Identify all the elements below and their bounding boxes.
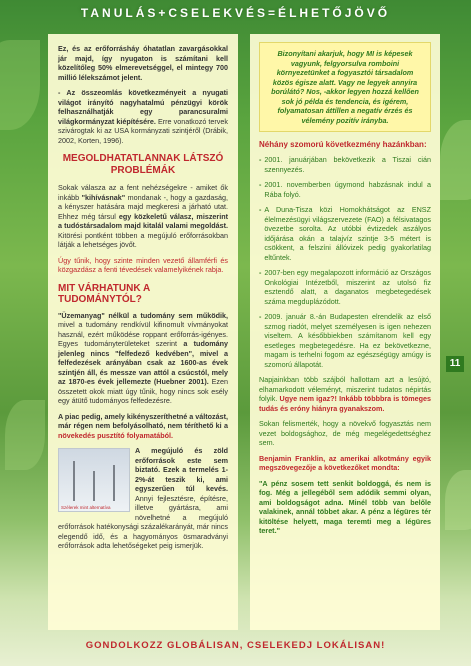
page-header: TANULÁS+CSELEKVÉS=ÉLHETŐJÖVŐ xyxy=(80,6,391,20)
list-item-text: 2007-ben egy megalapozott információ az Országos Onkológiai Intézetből, miszerint az utolsó fiz esztendő alatt, a daganatos megbetegedések száma megduplázódott. xyxy=(264,268,432,306)
bold-text: - Az összeomlás következményeit a nyugati világot irányító nagyhatalmú pénzügyi körök felhasználhatják egy parancsuralmi világkormányzat kiépítésére. xyxy=(58,88,228,126)
turbine-pole xyxy=(93,471,95,501)
text: Erre vonatkozó tervek szivárogtak ki az USA kormányzati szintjéről (Drábik, 2002, Korten, 1996). xyxy=(58,116,228,145)
quote-text: Bizonyítani akarjuk, hogy MI is képesek vagyunk, felgyorsulva romboini környezetünket a fogyasztói társadalom közös égisze alatt. Vagy ne legyek annyira borúlátó? Nos, -akkor legyen hozzá kellően sok jó példa és tendencia, és igérem, folyamatosan áttíllen a negatív érzés és vélemény pozitív irányba. xyxy=(271,49,419,125)
page-number: 11 xyxy=(446,356,464,372)
background-leaf xyxy=(0,40,40,130)
bold-text: egy közkeletű válasz, miszerint a tudóstársadalom majd kitalál valami megoldást. xyxy=(58,211,228,230)
red-text: növekedés pusztító folyamatából. xyxy=(58,430,174,440)
bullet: - xyxy=(259,205,262,214)
right-column xyxy=(250,34,440,630)
list-item-text: 2001. januárjában bekövetkezik a Tiszai cián szennyezés. xyxy=(264,155,431,174)
list-item xyxy=(259,205,431,262)
bullet: - xyxy=(259,180,262,189)
list-item xyxy=(259,268,431,306)
bold-text: "kihívásnak" xyxy=(81,192,126,202)
highlight-paragraph: Úgy tűnik, hogy szinte minden vezető államférfi és közgazdász a fenti tévedések valamelyikének rabja. xyxy=(58,255,228,274)
bold-text: A megújuló és zöld erőforrások este sem biztató. Ezek a termelés 1-2%-át teszik ki, ami egyszerűen túl kevés. xyxy=(135,446,228,493)
bold-text: a tudomány jelenleg nincs "felfedező kedvében", mivel a felfedezések arányában csak az 1600-as évek szintjén áll, és messze van attól a csúcstól, mely az 1870-es évek jellemezte (Huebner 2001). xyxy=(58,339,228,386)
text: mondanak -, hogy a gazdaság, a kényszer hatására majd megkeresi a járható utat. Ehhez még társul xyxy=(58,192,228,221)
list-title: Néhány szomorú következmény hazánkban: xyxy=(259,140,427,149)
list-item-text: 2001. novemberben úgymond habzásnak indul a Rába folyó. xyxy=(264,180,431,199)
text: Kitörési pontként többen a megújuló erőforrásokban látják a lehetséges jövőt. xyxy=(58,230,228,249)
turbine-pole xyxy=(73,461,75,501)
red-text: Ugye nem igaz?! Inkább többbra is tömeges tudás és eróny hiányra gyanakszom. xyxy=(259,394,432,413)
text: Napjainkban több szájból hallottam azt a lesújtó, elhamarkodott véleményt, miszerint tudatos népirtás folyik. xyxy=(259,375,431,403)
paragraph xyxy=(58,88,228,145)
text: Annyi fejlesztésre, építésre, illetve gyártásra, ami növelhetné a megújuló erőforrások hatékonysági százalékarányát, már nincs elegendő idő, és a hagyományos ösmaradványi erőforrások adta lehetőségeket peig ismerjük. xyxy=(58,493,228,550)
paragraph: Ez, és az erőforrásháy óhatatlan zavargásokkal jár majd, így nyugaton is számítani kell közelítőleg 50% elmerevetséggel, el mintegy 700 millió lélekszámot jelent. xyxy=(58,44,228,82)
bold-text: "Üzemanyag" nélkül a tudomány sem működik, xyxy=(58,310,228,320)
bullet: - xyxy=(259,268,262,277)
bullet: - xyxy=(259,155,262,164)
paragraph: Benjamin Franklin, az amerikai alkotmány egyik megszövegezője a következőket mondta: xyxy=(259,453,431,472)
bold-text: A piac pedig, amely kikényszeríthetné a változást, már régen nem befolyásolható, nem téríthető ki a xyxy=(58,411,228,430)
wind-turbine-image xyxy=(58,448,130,512)
section-heading: MEGOLDHATATLANNAK LÁTSZÓ PROBLÉMÁK xyxy=(62,153,224,176)
image-caption: Szélerek mint alternatíva xyxy=(61,505,111,510)
text: Sokak válasza az a fent nehézségekre - amiket ők inkább xyxy=(58,183,228,202)
list-item xyxy=(259,312,431,369)
left-column xyxy=(48,34,238,630)
background-leaf xyxy=(440,120,471,200)
text: Ezen összetett okok miatt úgy tűnik, hogy nincs sok esély egy átütő tudományos felfedezésre. xyxy=(58,377,228,405)
background-leaf xyxy=(5,400,45,470)
paragraph: Sokan felismerték, hogy a növekvő fogyasztás nem vezet boldogsághoz, de még megelégedettséghez sem. xyxy=(259,419,431,447)
list-item-text: A Duna-Tisza közi Homokhátságot az ENSZ élelmezésügyi világszervezete (FAO) a félsivatagos övezetbe sorolta. Az utóbbi évtizedek aszályos időjárása okán a talajvíz szintje 3-5 métert is csökkent, a felszíni állóvizek pedig gyakorlatilag eltűntek. xyxy=(264,205,431,262)
paragraph xyxy=(58,412,228,441)
page-footer: GONDOLKOZZ GLOBÁLISAN, CSELEKEDJ LOKÁLISAN! xyxy=(85,640,386,651)
paragraph xyxy=(259,375,431,413)
paragraph xyxy=(58,311,228,406)
turbine-pole xyxy=(113,465,115,501)
bullet: - xyxy=(259,312,262,321)
quote-paragraph: "A pénz sosem tett senkit boldoggá, és nem is fog. Még a jellegéből sem adódik semmi olyan, ami boldogságot adna. Minél több van belőle valakinek, annál többet akar. A pénz a légüres tér kitöltése helyett, maga teremti meg a légüres teret." xyxy=(259,478,431,535)
list-item-text: 2009. január 8.-án Budapesten elrendelik az első szmog riadót, melyet személyesen is igen nehezen viseltem. A későbbiekben számítanom kell egy esetleges megbetegedésre. Ha ez bekövetkezne, magam is terhelni fogom az egészségügy amúgy is szomorú állapotát. xyxy=(264,312,431,369)
list-item xyxy=(259,180,431,199)
section-heading: MIT VÁRHATUNK A TUDOMÁNYTÓL? xyxy=(58,282,150,305)
quote-box xyxy=(259,42,431,132)
text: mivel a tudomány rendkívül kifinomult vívmányokat használ, ezért működése roppant erőforrás-igényes. Egyes tudományterületeket szerint xyxy=(58,320,228,348)
background-leaf xyxy=(445,470,471,530)
list-item xyxy=(259,155,431,174)
paragraph xyxy=(58,183,228,250)
